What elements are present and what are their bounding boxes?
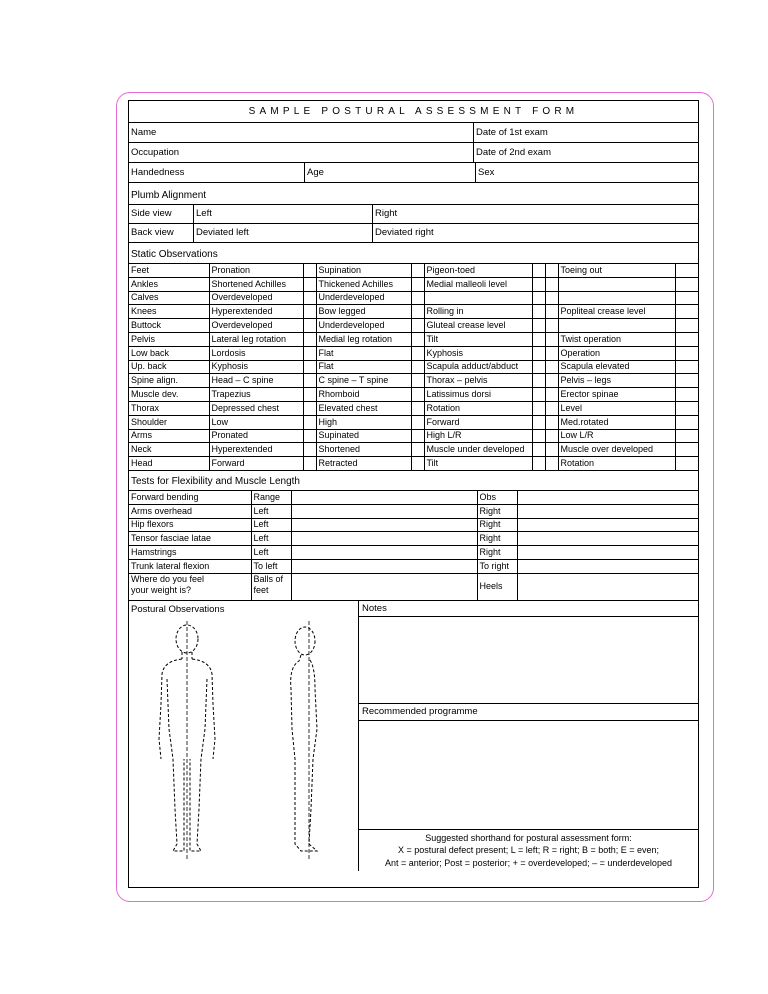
static-region: Arms xyxy=(129,429,209,443)
static-checkbox[interactable] xyxy=(532,388,545,402)
flex-left-field[interactable] xyxy=(291,559,477,572)
static-region: Up. back xyxy=(129,360,209,374)
assessment-form xyxy=(128,100,699,888)
static-option: Forward xyxy=(209,457,303,470)
flex-right-label: Right xyxy=(477,532,517,546)
static-option: Rolling in xyxy=(424,305,532,319)
flex-left-field[interactable] xyxy=(291,532,477,546)
static-option: Low xyxy=(209,415,303,429)
flexibility-header-row xyxy=(129,490,698,504)
flexibility-row xyxy=(129,532,698,546)
static-region: Head xyxy=(129,457,209,470)
shorthand-line1: Suggested shorthand for postural assessment form: xyxy=(425,833,632,844)
static-option: Pelvis – legs xyxy=(558,374,675,388)
static-row xyxy=(129,305,698,319)
static-option: Muscle under developed xyxy=(424,443,532,457)
static-checkbox[interactable] xyxy=(545,401,558,415)
static-checkbox[interactable] xyxy=(411,443,424,457)
static-checkbox[interactable] xyxy=(411,277,424,291)
static-row xyxy=(129,277,698,291)
static-option: Trapezius xyxy=(209,388,303,402)
static-checkbox[interactable] xyxy=(532,277,545,291)
static-checkbox[interactable] xyxy=(675,374,698,388)
static-checkbox[interactable] xyxy=(303,305,316,319)
static-option: Pigeon-toed xyxy=(424,264,532,278)
static-option: Depressed chest xyxy=(209,401,303,415)
static-row xyxy=(129,264,698,278)
static-checkbox[interactable] xyxy=(411,291,424,305)
name-field[interactable]: Name xyxy=(131,126,157,138)
static-option: Supinated xyxy=(316,429,411,443)
static-checkbox[interactable] xyxy=(303,360,316,374)
static-checkbox[interactable] xyxy=(545,277,558,291)
static-row xyxy=(129,429,698,443)
postural-heading: Postural Observations xyxy=(131,603,225,615)
static-option: High L/R xyxy=(424,429,532,443)
static-region: Shoulder xyxy=(129,415,209,429)
static-option: Operation xyxy=(558,346,675,360)
static-row xyxy=(129,443,698,457)
static-checkbox[interactable] xyxy=(411,415,424,429)
static-region: Muscle dev. xyxy=(129,388,209,402)
static-option: Latissimus dorsi xyxy=(424,388,532,402)
flex-test-label: Hamstrings xyxy=(129,546,251,560)
notes-heading: Notes xyxy=(359,601,698,618)
static-checkbox[interactable] xyxy=(675,346,698,360)
static-row xyxy=(129,346,698,360)
static-option: Medial leg rotation xyxy=(316,332,411,346)
static-option: Pronation xyxy=(209,264,303,278)
static-checkbox[interactable] xyxy=(532,305,545,319)
flex-left-label: Left xyxy=(251,546,291,560)
static-option: Shortened xyxy=(316,443,411,457)
static-checkbox[interactable] xyxy=(675,360,698,374)
static-option: Overdeveloped xyxy=(209,291,303,305)
static-checkbox[interactable] xyxy=(532,457,545,470)
static-checkbox[interactable] xyxy=(303,291,316,305)
heels-field[interactable] xyxy=(517,573,698,600)
balls-line1: Balls of xyxy=(253,573,284,584)
static-region: Feet xyxy=(129,264,209,278)
static-checkbox[interactable] xyxy=(675,401,698,415)
static-option: Rhomboid xyxy=(316,388,411,402)
static-checkbox[interactable] xyxy=(545,360,558,374)
static-region: Knees xyxy=(129,305,209,319)
balls-line2: feet xyxy=(253,584,269,595)
static-option: Lordosis xyxy=(209,346,303,360)
flexibility-row xyxy=(129,559,698,572)
back-left-field[interactable]: Deviated left xyxy=(193,224,372,242)
static-option xyxy=(558,291,675,305)
static-checkbox[interactable] xyxy=(532,443,545,457)
static-option: Medial malleoli level xyxy=(424,277,532,291)
static-option: Gluteal crease level xyxy=(424,319,532,333)
range-field[interactable] xyxy=(291,490,477,504)
static-checkbox[interactable] xyxy=(545,305,558,319)
static-checkbox[interactable] xyxy=(411,305,424,319)
side-left-field[interactable]: Left xyxy=(193,205,372,223)
static-option: C spine – T spine xyxy=(316,374,411,388)
static-option xyxy=(558,277,675,291)
static-option: Tilt xyxy=(424,457,532,470)
static-checkbox[interactable] xyxy=(545,415,558,429)
name-row xyxy=(129,123,698,143)
static-option: Twist operation xyxy=(558,332,675,346)
static-option: Thickened Achilles xyxy=(316,277,411,291)
flex-right-label: To right xyxy=(477,559,517,572)
side-view-label: Side view xyxy=(131,208,172,220)
static-option: Tilt xyxy=(424,332,532,346)
flex-test-label: Trunk lateral flexion xyxy=(129,559,251,572)
static-option: Med.rotated xyxy=(558,415,675,429)
form-title: SAMPLE POSTURAL ASSESSMENT FORM xyxy=(129,101,698,123)
side-view-row xyxy=(129,205,698,224)
flex-right-field[interactable] xyxy=(517,518,698,532)
flex-right-label: Right xyxy=(477,504,517,518)
flexibility-heading: Tests for Flexibility and Muscle Length xyxy=(129,470,698,490)
handedness-row xyxy=(129,163,698,183)
static-checkbox[interactable] xyxy=(303,264,316,278)
flex-right-field[interactable] xyxy=(517,504,698,518)
static-checkbox[interactable] xyxy=(675,305,698,319)
static-option: Elevated chest xyxy=(316,401,411,415)
static-checkbox[interactable] xyxy=(675,291,698,305)
flex-test-label: Arms overhead xyxy=(129,504,251,518)
static-checkbox[interactable] xyxy=(545,443,558,457)
flex-right-label: Right xyxy=(477,518,517,532)
weight-field[interactable] xyxy=(291,573,477,600)
static-option: Low L/R xyxy=(558,429,675,443)
static-region: Buttock xyxy=(129,319,209,333)
static-option: Thorax – pelvis xyxy=(424,374,532,388)
static-checkbox[interactable] xyxy=(675,264,698,278)
static-checkbox[interactable] xyxy=(545,457,558,470)
static-checkbox[interactable] xyxy=(303,443,316,457)
side-right-field[interactable]: Right xyxy=(372,205,698,223)
static-option: Underdeveloped xyxy=(316,291,411,305)
age-field[interactable]: Age xyxy=(304,163,475,182)
programme-heading: Recommended programme xyxy=(359,704,698,721)
flexibility-row xyxy=(129,546,698,560)
date-first-exam-field[interactable]: Date of 1st exam xyxy=(473,123,698,142)
static-checkbox[interactable] xyxy=(532,415,545,429)
static-option: Rotation xyxy=(424,401,532,415)
static-row xyxy=(129,457,698,470)
static-checkbox[interactable] xyxy=(303,332,316,346)
static-option: Level xyxy=(558,401,675,415)
static-checkbox[interactable] xyxy=(545,346,558,360)
static-checkbox[interactable] xyxy=(675,332,698,346)
static-option: Overdeveloped xyxy=(209,319,303,333)
static-checkbox[interactable] xyxy=(411,319,424,333)
forward-bending-label: Forward bending xyxy=(129,490,251,504)
flex-test-label: Tensor fasciae latae xyxy=(129,532,251,546)
programme-area[interactable] xyxy=(359,721,698,830)
static-region: Thorax xyxy=(129,401,209,415)
static-checkbox[interactable] xyxy=(532,332,545,346)
static-checkbox[interactable] xyxy=(411,429,424,443)
static-checkbox[interactable] xyxy=(675,388,698,402)
flex-left-field[interactable] xyxy=(291,518,477,532)
flex-left-label: Left xyxy=(251,504,291,518)
occupation-field[interactable]: Occupation xyxy=(131,146,180,158)
static-checkbox[interactable] xyxy=(545,264,558,278)
static-region: Calves xyxy=(129,291,209,305)
static-option: Head – C spine xyxy=(209,374,303,388)
notes-panel xyxy=(358,601,698,871)
static-observations-table xyxy=(129,263,698,470)
static-checkbox[interactable] xyxy=(675,429,698,443)
static-checkbox[interactable] xyxy=(411,401,424,415)
static-option: Retracted xyxy=(316,457,411,470)
static-option: Kyphosis xyxy=(424,346,532,360)
static-option: Bow legged xyxy=(316,305,411,319)
static-checkbox[interactable] xyxy=(303,415,316,429)
side-view-figure xyxy=(291,627,317,851)
static-region: Ankles xyxy=(129,277,209,291)
static-checkbox[interactable] xyxy=(545,388,558,402)
static-option xyxy=(424,291,532,305)
weight-row xyxy=(129,573,698,600)
postural-observations-panel xyxy=(129,601,358,871)
range-label: Range xyxy=(251,490,291,504)
static-row xyxy=(129,415,698,429)
flex-left-field[interactable] xyxy=(291,546,477,560)
static-row xyxy=(129,401,698,415)
static-option: Popliteal crease level xyxy=(558,305,675,319)
static-checkbox[interactable] xyxy=(545,319,558,333)
date-second-exam-field[interactable]: Date of 2nd exam xyxy=(473,143,698,162)
back-view-label: Back view xyxy=(131,227,174,239)
static-option: Erector spinae xyxy=(558,388,675,402)
static-checkbox[interactable] xyxy=(545,332,558,346)
static-heading: Static Observations xyxy=(131,249,218,260)
static-checkbox[interactable] xyxy=(545,429,558,443)
static-checkbox[interactable] xyxy=(303,277,316,291)
static-checkbox[interactable] xyxy=(532,429,545,443)
static-checkbox[interactable] xyxy=(411,264,424,278)
flex-left-label: To left xyxy=(251,559,291,572)
notes-area[interactable] xyxy=(359,617,698,704)
back-right-field[interactable]: Deviated right xyxy=(372,224,698,242)
static-checkbox[interactable] xyxy=(411,332,424,346)
plumb-heading: Plumb Alignment xyxy=(129,183,698,205)
static-option: Pronated xyxy=(209,429,303,443)
weight-table xyxy=(129,573,698,600)
static-option: Lateral leg rotation xyxy=(209,332,303,346)
static-checkbox[interactable] xyxy=(411,360,424,374)
static-checkbox[interactable] xyxy=(532,264,545,278)
static-checkbox[interactable] xyxy=(545,291,558,305)
static-checkbox[interactable] xyxy=(411,346,424,360)
static-checkbox[interactable] xyxy=(303,401,316,415)
flex-left-label: Left xyxy=(251,532,291,546)
static-option: Scapula adduct/abduct xyxy=(424,360,532,374)
sex-field[interactable]: Sex xyxy=(475,163,698,182)
static-option: Kyphosis xyxy=(209,360,303,374)
static-checkbox[interactable] xyxy=(303,388,316,402)
back-view-row xyxy=(129,224,698,243)
body-figures xyxy=(129,619,358,869)
obs-label: Obs xyxy=(477,490,517,504)
flexibility-row xyxy=(129,504,698,518)
flex-right-field[interactable] xyxy=(517,532,698,546)
static-option: Supination xyxy=(316,264,411,278)
shorthand-line2: X = postural defect present; L = left; R = right; B = both; E = even; xyxy=(397,845,660,856)
static-row xyxy=(129,360,698,374)
static-checkbox[interactable] xyxy=(532,291,545,305)
static-row xyxy=(129,319,698,333)
static-row xyxy=(129,374,698,388)
static-checkbox[interactable] xyxy=(532,346,545,360)
static-option: Underdeveloped xyxy=(316,319,411,333)
static-option: Shortened Achilles xyxy=(209,277,303,291)
obs-field[interactable] xyxy=(517,490,698,504)
static-checkbox[interactable] xyxy=(303,374,316,388)
static-checkbox[interactable] xyxy=(532,360,545,374)
balls-of-feet-label xyxy=(251,573,291,600)
weight-question xyxy=(129,573,251,600)
shorthand-legend xyxy=(359,829,698,870)
static-option: Flat xyxy=(316,346,411,360)
flex-test-label: Hip flexors xyxy=(129,518,251,532)
static-option: Flat xyxy=(316,360,411,374)
static-checkbox[interactable] xyxy=(411,388,424,402)
static-region: Neck xyxy=(129,443,209,457)
weight-question-line2: your weight is? xyxy=(131,584,192,595)
static-checkbox[interactable] xyxy=(303,429,316,443)
static-region: Spine align. xyxy=(129,374,209,388)
static-checkbox[interactable] xyxy=(303,457,316,470)
static-checkbox[interactable] xyxy=(532,374,545,388)
static-checkbox[interactable] xyxy=(675,277,698,291)
static-checkbox[interactable] xyxy=(675,319,698,333)
flexibility-row xyxy=(129,518,698,532)
bottom-section xyxy=(129,600,698,871)
flex-right-label: Right xyxy=(477,546,517,560)
flexibility-table xyxy=(129,490,698,573)
static-checkbox[interactable] xyxy=(303,346,316,360)
occupation-row xyxy=(129,143,698,163)
static-option: Hyperextended xyxy=(209,305,303,319)
flex-left-field[interactable] xyxy=(291,504,477,518)
flex-right-field[interactable] xyxy=(517,546,698,560)
static-checkbox[interactable] xyxy=(675,415,698,429)
static-checkbox[interactable] xyxy=(411,374,424,388)
static-checkbox[interactable] xyxy=(411,457,424,470)
static-checkbox[interactable] xyxy=(675,457,698,470)
heels-label: Heels xyxy=(477,573,517,600)
static-option: Muscle over developed xyxy=(558,443,675,457)
static-checkbox[interactable] xyxy=(675,443,698,457)
static-row xyxy=(129,332,698,346)
static-row xyxy=(129,388,698,402)
static-region: Pelvis xyxy=(129,332,209,346)
static-option xyxy=(558,319,675,333)
static-option: Hyperextended xyxy=(209,443,303,457)
shorthand-line3: Ant = anterior; Post = posterior; + = overdeveloped; – = underdeveloped xyxy=(385,857,672,868)
static-option: High xyxy=(316,415,411,429)
static-checkbox[interactable] xyxy=(303,319,316,333)
static-row xyxy=(129,291,698,305)
weight-question-line1: Where do you feel xyxy=(131,573,205,584)
flex-right-field[interactable] xyxy=(517,559,698,572)
handedness-field[interactable]: Handedness xyxy=(131,166,185,178)
static-option: Forward xyxy=(424,415,532,429)
static-checkbox[interactable] xyxy=(532,401,545,415)
flex-left-label: Left xyxy=(251,518,291,532)
static-region: Low back xyxy=(129,346,209,360)
static-checkbox[interactable] xyxy=(545,374,558,388)
static-option: Scapula elevated xyxy=(558,360,675,374)
static-option: Rotation xyxy=(558,457,675,470)
static-checkbox[interactable] xyxy=(532,319,545,333)
static-option: Toeing out xyxy=(558,264,675,278)
